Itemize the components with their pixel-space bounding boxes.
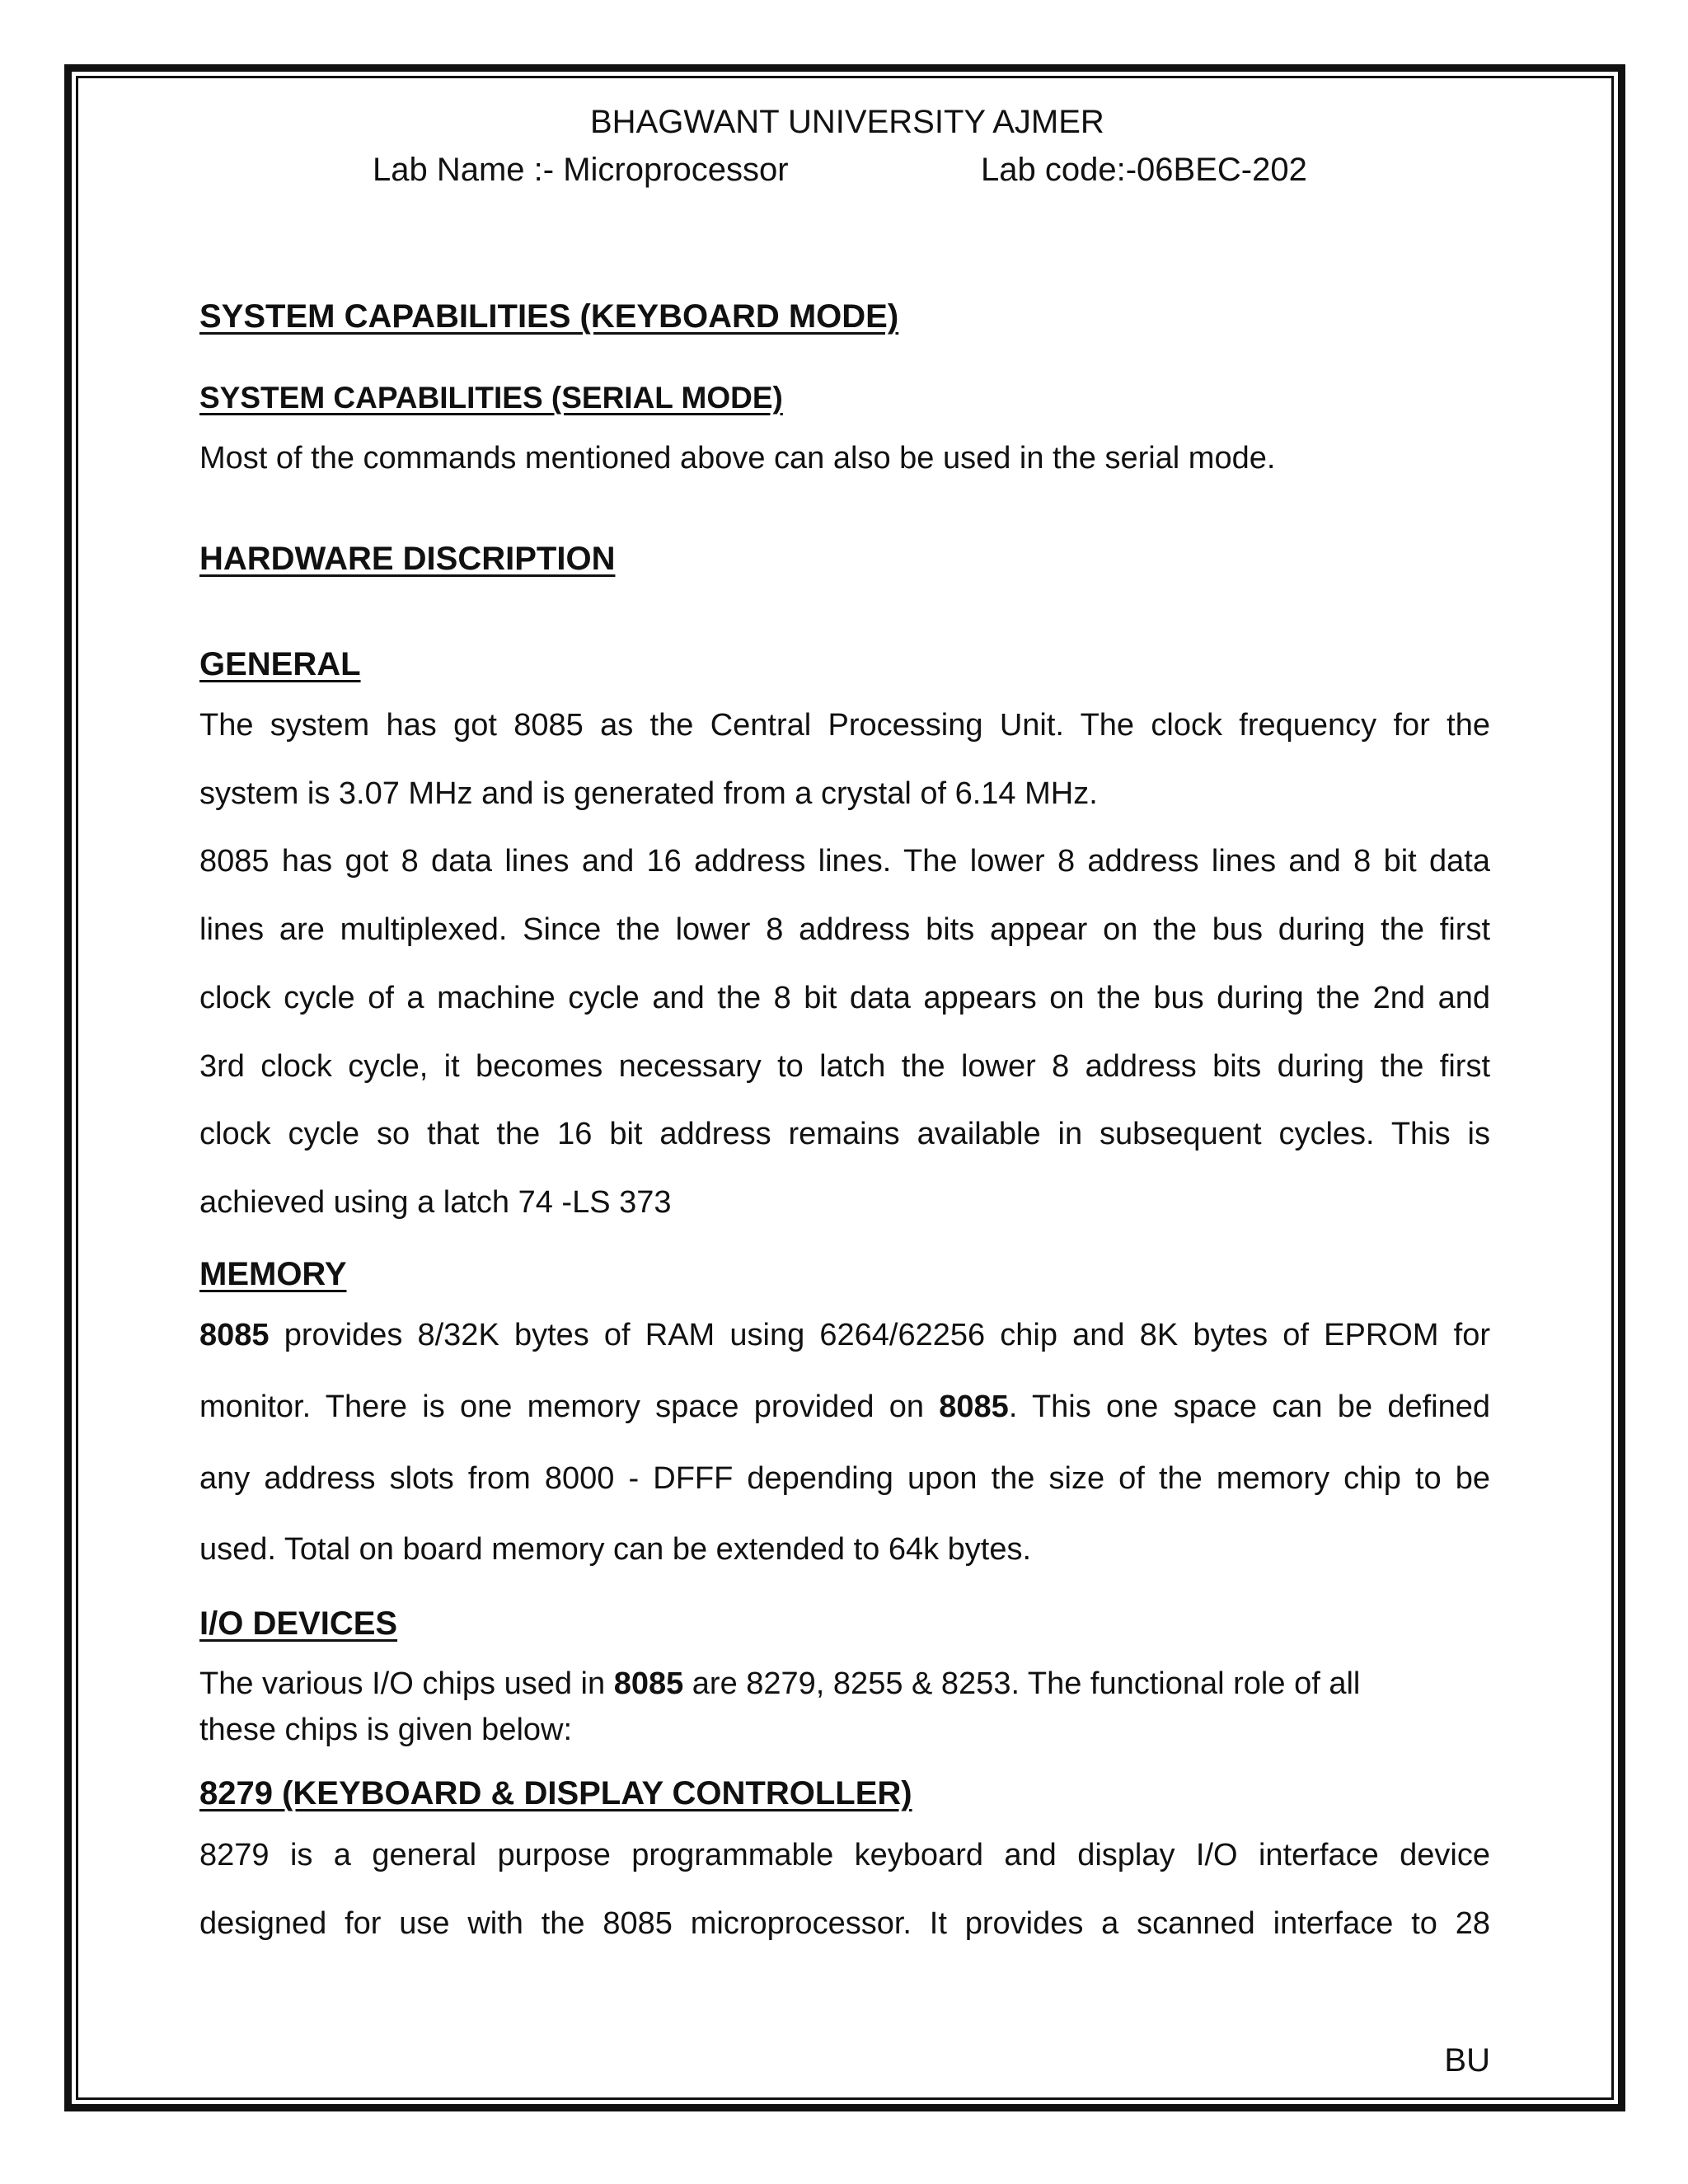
hardware-heading: HARDWARE DISCRIPTION xyxy=(199,541,616,577)
io-devices-heading: I/O DEVICES xyxy=(199,1605,398,1642)
io-text: are 8279, 8255 & 8253. The functional role of all xyxy=(683,1666,1361,1701)
memory-text: monitor. There is one memory space provided on xyxy=(199,1390,940,1424)
university-title: BHAGWANT UNIVERSITY AJMER xyxy=(590,104,1104,140)
io-line xyxy=(199,1668,1490,1699)
memory-line xyxy=(199,1319,1490,1351)
memory-text: provides 8/32K bytes of RAM using 6264/62256 chip and 8K bytes of EPROM for xyxy=(269,1318,1490,1352)
lab-code: Lab code:-06BEC-202 xyxy=(981,152,1307,188)
general-line: clock cycle of a machine cycle and the 8 bit data appears on the bus during the 2nd and xyxy=(199,981,1490,1015)
kdc-line: designed for use with the 8085 microprocessor. It provides a scanned interface to 28 xyxy=(199,1906,1490,1941)
general-line: achieved using a latch 74 -LS 373 xyxy=(199,1185,672,1220)
memory-line: any address slots from 8000 - DFFF depending upon the size of the memory chip to be xyxy=(199,1461,1490,1496)
serial-mode-heading: SYSTEM CAPABILITIES (SERIAL MODE) xyxy=(199,381,783,415)
io-text: The various I/O chips used in xyxy=(199,1666,614,1701)
chip-name: 8085 xyxy=(199,1318,270,1352)
lab-name: Lab Name :- Microprocessor xyxy=(373,152,789,188)
chip-name: 8085 xyxy=(613,1666,684,1701)
memory-text: . This one space can be defined xyxy=(1008,1390,1490,1424)
keyboard-mode-heading: SYSTEM CAPABILITIES (KEYBOARD MODE) xyxy=(199,298,899,335)
general-line: 8085 has got 8 data lines and 16 address lines. The lower 8 address lines and 8 bit data xyxy=(199,844,1490,879)
keyboard-display-controller-heading: 8279 (KEYBOARD & DISPLAY CONTROLLER) xyxy=(199,1775,912,1811)
chip-name: 8085 xyxy=(939,1390,1009,1424)
memory-line: used. Total on board memory can be extended to 64k bytes. xyxy=(199,1532,1032,1567)
general-line: clock cycle so that the 16 bit address remains available in subsequent cycles. This is xyxy=(199,1117,1490,1151)
memory-line xyxy=(199,1391,1490,1422)
kdc-line: 8279 is a general purpose programmable keyboard and display I/O interface device xyxy=(199,1838,1490,1872)
general-heading: GENERAL xyxy=(199,646,361,682)
memory-heading: MEMORY xyxy=(199,1256,347,1292)
general-line: 3rd clock cycle, it becomes necessary to latch the lower 8 address bits during the first xyxy=(199,1049,1490,1084)
io-line: these chips is given below: xyxy=(199,1713,573,1747)
serial-mode-text: Most of the commands mentioned above can also be used in the serial mode. xyxy=(199,441,1276,476)
general-line: The system has got 8085 as the Central Processing Unit. The clock frequency for the xyxy=(199,708,1490,743)
general-line: lines are multiplexed. Since the lower 8 address bits appear on the bus during the first xyxy=(199,912,1490,947)
general-line: system is 3.07 MHz and is generated from a crystal of 6.14 MHz. xyxy=(199,776,1098,811)
footer-mark: BU xyxy=(1444,2042,1490,2079)
